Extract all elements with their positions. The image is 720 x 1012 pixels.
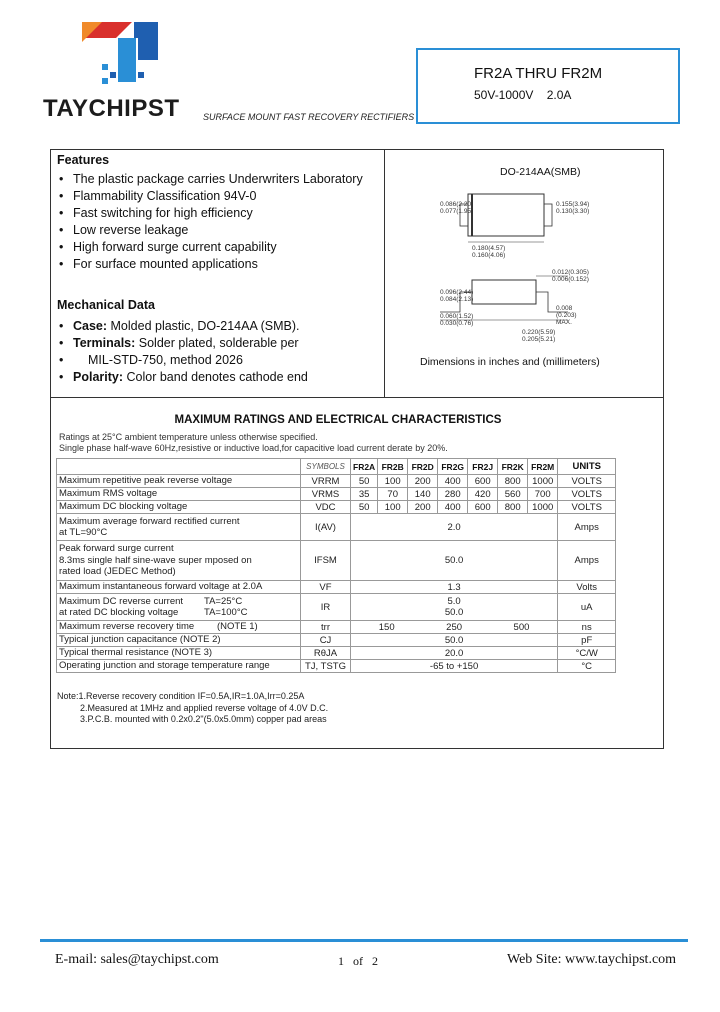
col-fr2b: FR2B [378,459,408,475]
row-desc: Typical junction capacitance (NOTE 2) [57,634,301,647]
table-row [57,475,616,488]
table-row [57,634,616,647]
cell: 2.0 [351,514,558,541]
cell: 600 [468,501,498,514]
row-symbol: RθJA [301,647,351,660]
table-header-row [57,459,616,475]
cell: 420 [468,488,498,501]
feature-item: • The plastic package carries Underwriters Laboratory [57,171,379,188]
table-row [57,501,616,514]
dim-label: 0.096(2.44) [440,289,474,296]
dimensions-note: Dimensions in inches and (millimeters) [420,356,600,368]
table-row [57,581,616,594]
product-spec: 50V-1000V 2.0A [474,88,572,102]
dim-label: 0.077(1.95) [440,208,474,215]
product-title: FR2A THRU FR2M [474,65,603,82]
cell: 150 [378,621,395,633]
dim-label: 0.220(5.59) [522,329,556,336]
row-desc-text: at rated DC blocking voltage [59,607,179,618]
cell [351,621,558,634]
cell: 100 [378,475,408,488]
row-desc [57,621,301,634]
row-desc: Typical thermal resistance (NOTE 3) [57,647,301,660]
cell: 140 [408,488,438,501]
dim-label: 0.084(2.13) [440,296,474,303]
terminals-text-2: MIL-STD-750, method 2026 [88,353,243,367]
mech-terminals [57,335,379,352]
cell [351,594,558,621]
row-desc-line: rated load (JEDEC Method) [59,566,176,578]
cell: 50 [351,501,378,514]
row-symbol: VDC [301,501,351,514]
table-row [57,647,616,660]
feature-item: • Fast switching for high efficiency [57,205,379,222]
cell: 700 [528,488,558,501]
row-desc: Maximum DC blocking voltage [57,501,301,514]
cell: 1000 [528,475,558,488]
row-desc-line [59,607,298,619]
cell: 35 [351,488,378,501]
row-unit: pF [558,634,616,647]
dim-label: 0.130(3.30) [556,208,590,215]
note-line: 2.Measured at 1MHz and applied reverse voltage of 4.0V D.C. [80,702,329,713]
row-desc: Operating junction and storage temperature range [57,660,301,673]
cell: 1.3 [351,581,558,594]
feature-item: • Flammability Classification 94V-0 [57,188,379,205]
ratings-note-1: Ratings at 25°C ambient temperature unless otherwise specified. [59,432,318,442]
polarity-label: Polarity: [73,370,124,384]
document-subtitle: SURFACE MOUNT FAST RECOVERY RECTIFIERS [203,112,415,122]
col-fr2d: FR2D [408,459,438,475]
col-fr2j: FR2J [468,459,498,475]
row-unit: VOLTS [558,488,616,501]
ratings-heading: MAXIMUM RATINGS AND ELECTRICAL CHARACTERISTICS [174,414,502,426]
units-header: UNITS [558,459,616,475]
footer-email: E-mail: sales@taychipst.com [55,952,219,967]
cell: 50 [351,475,378,488]
row-symbol: I(AV) [301,514,351,541]
row-desc-line: Maximum average forward rectified current [59,515,240,527]
cell: 70 [378,488,408,501]
trr-values [353,622,555,633]
dim-label: 0.060(1.52) [440,313,474,320]
row-symbol: IR [301,594,351,621]
col-fr2m: FR2M [528,459,558,475]
cell: 1000 [528,501,558,514]
row-unit: Amps [558,514,616,541]
package-title: DO-214AA(SMB) [500,166,581,178]
col-fr2k: FR2K [498,459,528,475]
cell: 400 [438,475,468,488]
mech-case [57,318,379,335]
row-desc-line [59,596,298,608]
brand-name: TAYCHIPST [43,95,180,122]
row-symbol: VRMS [301,488,351,501]
dim-label: 0.006(0.152) [552,276,589,283]
terminals-label: Terminals: [73,336,136,350]
table-row [57,541,616,581]
taychipst-logo [72,20,164,90]
dim-label: 0.008 [556,305,573,312]
row-symbol: VF [301,581,351,594]
ratings-note-2: Single phase half-wave 60Hz,resistive or inductive load,for capacitive load current derate by 20%. [59,443,448,453]
vertical-divider [384,149,385,397]
note-line: 3.P.C.B. mounted with 0.2x0.2"(5.0x5.0mm) copper pad areas [80,714,327,724]
row-desc-text: Maximum DC reverse current [59,595,184,607]
row-unit: Volts [558,581,616,594]
page-number: 1 of 2 [338,954,378,968]
row-symbol: IFSM [301,541,351,581]
features-list [57,171,379,273]
feature-item: • High forward surge current capability [57,239,379,256]
symbols-header: SYMBOLS [301,459,351,475]
row-desc-line: Peak forward surge current [59,543,174,555]
dim-label: 0.205(5.21) [522,336,556,343]
row-desc [57,594,301,621]
footer-website: Web Site: www.taychipst.com [507,952,677,967]
feature-item: • Low reverse leakage [57,222,379,239]
row-unit: °C/W [558,647,616,660]
mech-polarity [57,369,379,386]
table-row [57,660,616,673]
cell: 200 [408,475,438,488]
ratings-table [56,458,616,673]
row-unit: VOLTS [558,475,616,488]
row-desc: Maximum instantaneous forward voltage at 2.0A [57,581,301,594]
mechanical-heading: Mechanical Data [57,298,155,312]
notes-block [57,691,328,726]
row-desc [57,541,301,581]
col-fr2g: FR2G [438,459,468,475]
cell: 560 [498,488,528,501]
cell: 100 [378,501,408,514]
dim-label: (0.203) [556,312,577,319]
cell-line: 50.0 [444,607,464,618]
row-desc [57,514,301,541]
cell: 500 [513,621,530,633]
case-text: Molded plastic, DO-214AA (SMB). [107,319,300,333]
cell: 20.0 [351,647,558,660]
row-unit: Amps [558,541,616,581]
row-desc-text: Maximum reverse recovery time [59,621,195,633]
features-heading: Features [57,153,110,167]
row-desc-cond: TA=25°C [204,595,243,607]
terminals-text: Solder plated, solderable per [135,336,299,350]
cell: 800 [498,475,528,488]
dim-label: 0.012(0.305) [552,269,589,276]
footer-divider [40,939,688,942]
package-outline-drawing [400,180,662,348]
dim-label: 0.086(2.20) [440,201,474,208]
cell: 50.0 [351,541,558,581]
row-desc-line: at TL=90°C [59,527,108,538]
cell: 280 [438,488,468,501]
row-symbol: VRRM [301,475,351,488]
row-unit: °C [558,660,616,673]
feature-item: • For surface mounted applications [57,256,379,273]
row-unit: VOLTS [558,501,616,514]
cell: 600 [468,475,498,488]
cell-line: 5.0 [447,596,461,607]
horizontal-divider [50,397,664,398]
row-unit: uA [558,594,616,621]
row-unit: ns [558,621,616,634]
row-desc-line: 8.3ms single half sine-wave super mposed on [59,554,252,566]
case-label: Case: [73,319,108,333]
row-desc-cond: TA=100°C [204,607,248,618]
dim-label: 0.155(3.94) [556,201,590,208]
cell: 200 [408,501,438,514]
cell: 400 [438,501,468,514]
dim-label: MAX. [556,319,572,326]
table-row [57,488,616,501]
table-row [57,594,616,621]
col-fr2a: FR2A [351,459,378,475]
row-desc: Maximum RMS voltage [57,488,301,501]
dim-label: 0.160(4.06) [472,252,506,259]
mech-terminals-cont [57,352,379,369]
cell: -65 to +150 [351,660,558,673]
row-desc-note: (NOTE 1) [217,621,258,633]
row-symbol: trr [301,621,351,634]
mechanical-list [57,318,379,386]
cell: 250 [446,621,463,633]
row-desc: Maximum repetitive peak reverse voltage [57,475,301,488]
row-symbol: CJ [301,634,351,647]
table-row [57,621,616,634]
row-symbol: TJ, TSTG [301,660,351,673]
note-line: Note:1.Reverse recovery condition IF=0.5A,IR=1.0A,Irr=0.25A [57,691,305,701]
table-row [57,514,616,541]
product-title-box [416,48,680,124]
dim-label: 0.030(0.76) [440,320,474,327]
polarity-text: Color band denotes cathode end [123,370,308,384]
cell: 50.0 [351,634,558,647]
header-blank [57,459,301,475]
dim-label: 0.180(4.57) [472,245,506,252]
cell: 800 [498,501,528,514]
